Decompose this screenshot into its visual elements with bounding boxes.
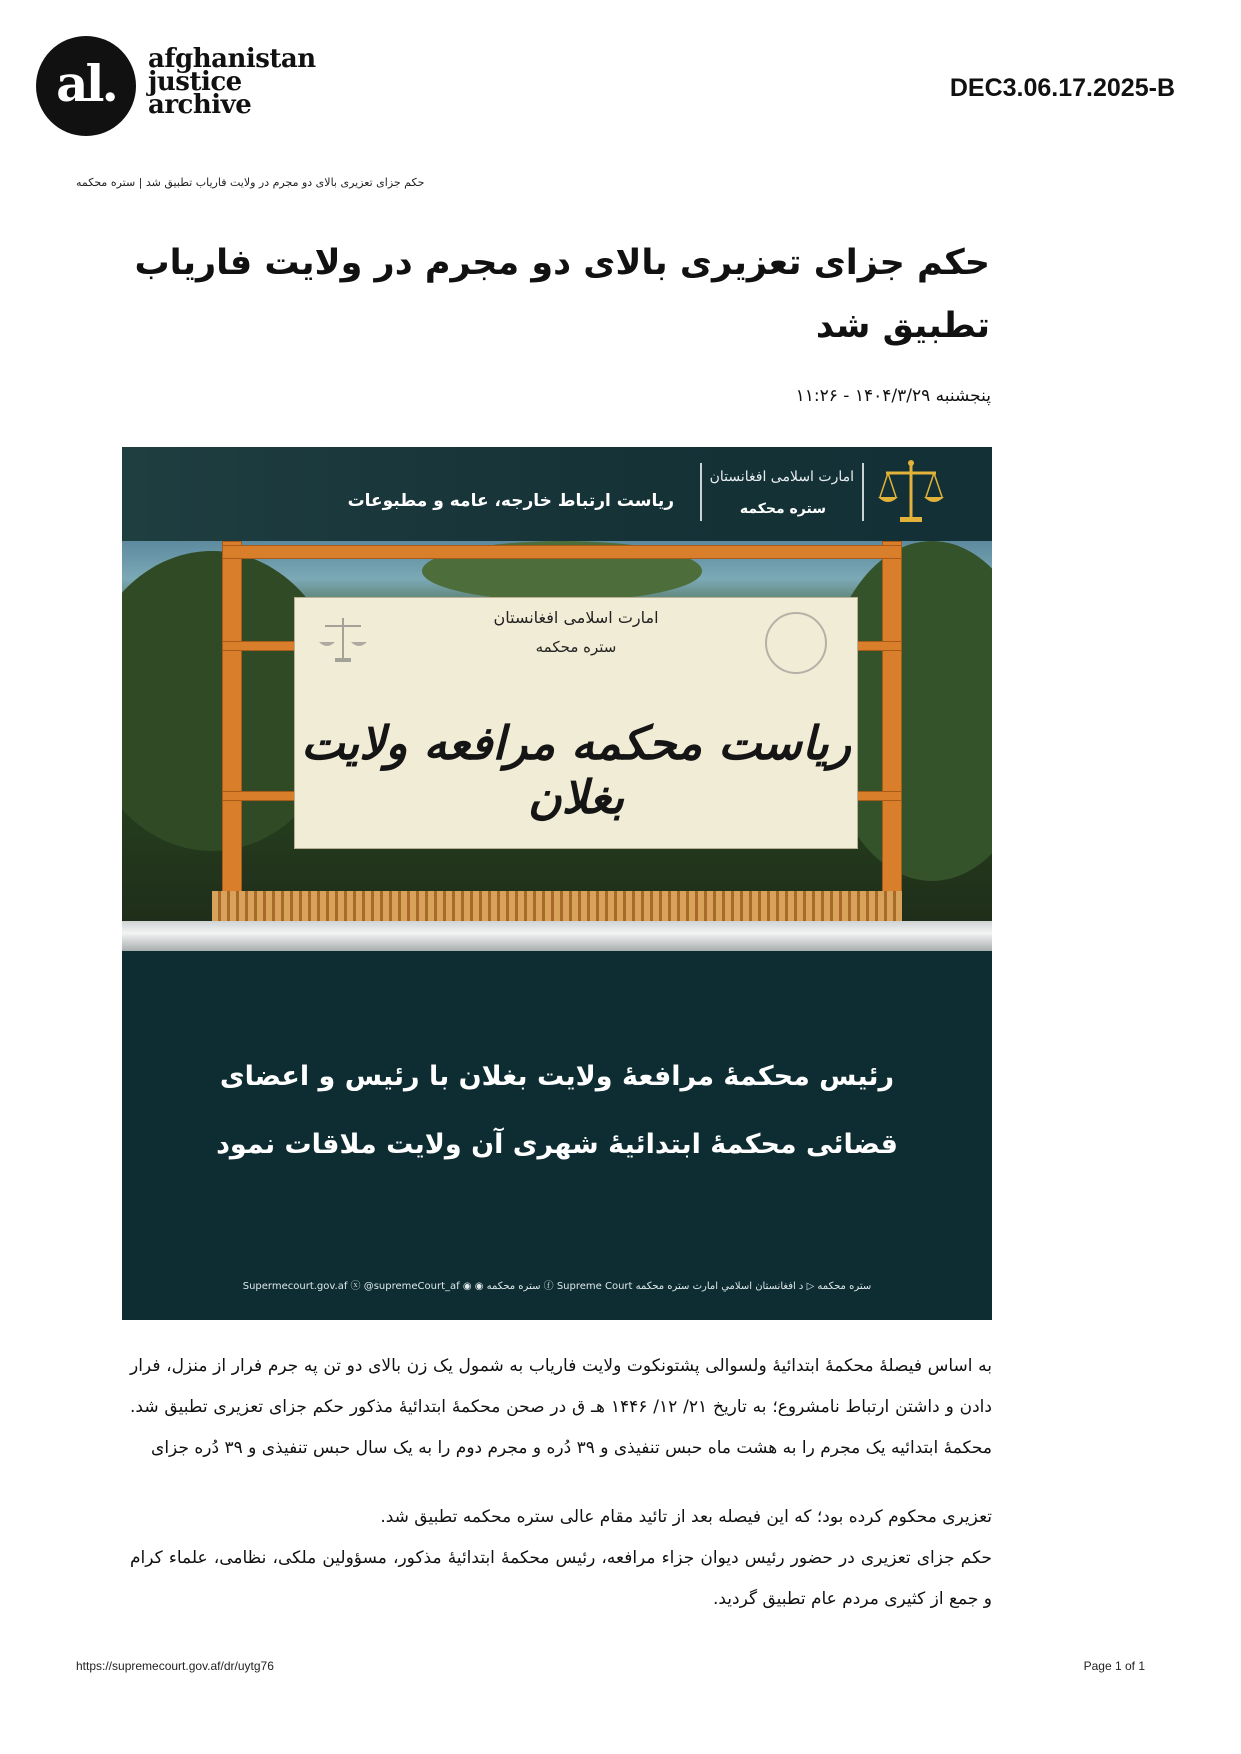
page-title: حکم جزای تعزیری بالای دو مجرم در ولایت فاریاب تطبیق شد	[134, 243, 990, 346]
paragraph: تعزیری محکوم کرده بود؛ که این فیصله بعد از تائید مقام عالی ستره محکمه تطبیق شد.	[380, 1507, 992, 1527]
sign-emirate-text: امارت اسلامی افغانستان	[493, 608, 659, 627]
emirate-label: امارت اسلامی افغانستان	[709, 469, 854, 485]
department-label: ریاست ارتباط خارجه، عامه و مطبوعات	[347, 491, 674, 511]
hero-image	[122, 447, 992, 1320]
document-id: DEC3.06.17.2025-B	[949, 74, 1175, 102]
scales-of-justice-icon	[874, 455, 948, 529]
headline-line: رئیس محکمهٔ مرافعهٔ ولایت بغلان با رئیس و اعضای	[219, 1061, 895, 1092]
sign-frame	[854, 791, 902, 801]
brand-line: justice	[148, 67, 242, 97]
sign-frame	[854, 641, 902, 651]
headline-line: قضائی محکمهٔ ابتدائیهٔ شهری آن ولایت ملاقات نمود	[216, 1129, 898, 1160]
source-url[interactable]: https://supremecourt.gov.af/dr/uytg76	[76, 1659, 274, 1673]
archive-logo	[36, 36, 136, 136]
hero-social-footer: Supermecourt.gov.af ⓧ @supremeCourt_af ◉ ◉ ستره محکمه ⓕ Supreme Court ستره محکمه ▷ د افغانستان اسلامي امارت ستره محکمه	[242, 1281, 872, 1292]
logo-mark: al.	[56, 54, 116, 113]
court-signboard	[294, 597, 858, 849]
brand-name	[148, 44, 316, 120]
sign-frame	[222, 545, 902, 559]
paragraph: حکم جزای تعزیری در حضور رئیس دیوان جزاء مرافعه، رئیس محکمهٔ ابتدائیهٔ مذکور، مسؤولین ملکی، نظامی، علماء کرام و جمع از کثیری مردم عام تطبیق گردید.	[130, 1548, 992, 1609]
page-number: Page 1 of 1	[1083, 1659, 1145, 1673]
hero-header-bar	[122, 447, 992, 541]
court-label: ستره محکمه	[739, 501, 826, 517]
sign-court-text: ستره محکمه	[535, 638, 617, 656]
court-sign-photo	[122, 541, 992, 921]
publish-date: پنجشنبه ۱۴۰۴/۳/۲۹ - ۱۱:۲۶	[795, 386, 991, 406]
brand-line: archive	[148, 90, 252, 120]
sign-frame	[222, 791, 298, 801]
paragraph: به اساس فیصلهٔ محکمهٔ ابتدائیهٔ ولسوالی پشتونکوت ولایت فاریاب به شمول یک زن بالای دو تن په جرم فرار از منزل، فرار دادن و داشتن ارتباط نامشروع؛ به تاریخ ۲۱/ ۱۲/ ۱۴۴۶ هـ ق در صحن محکمهٔ ابتدائیهٔ مذکور حکم جزای تعزیری تطبیق شد. محکمهٔ ابتدائیه یک مجرم را به هشت ماه حبس تنفیذی و ۳۹ دُره و مجرم دوم را به یک سال حبس تنفیذی و ۳۹ دُره جزای	[130, 1356, 992, 1458]
hero-headline	[122, 1043, 992, 1179]
article-body	[130, 1346, 992, 1620]
corrugated-roof	[212, 891, 902, 921]
header-divider	[862, 463, 864, 521]
breadcrumb: حکم جزای تعزیری بالای دو مجرم در ولایت فاریاب تطبیق شد | ستره محکمه	[76, 176, 425, 189]
sign-main-text: ریاست محکمه مرافعه ولایت بغلان	[301, 716, 851, 824]
sign-post	[222, 541, 242, 903]
sign-frame	[222, 641, 298, 651]
brand-line: afghanistan	[148, 44, 316, 74]
silver-band	[122, 921, 992, 951]
sign-post	[882, 541, 902, 903]
header-divider	[700, 463, 702, 521]
